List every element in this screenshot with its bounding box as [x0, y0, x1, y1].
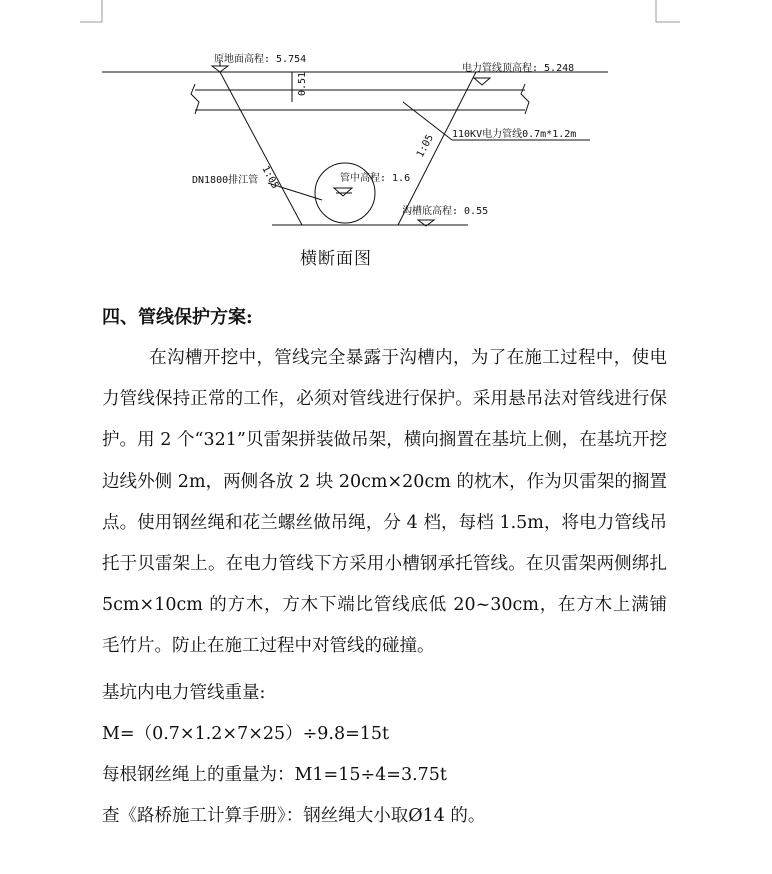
- figure-caption: 横断面图: [300, 249, 372, 269]
- pipe-top-elevation-label: 电力管线顶高程: 5.248: [462, 63, 575, 74]
- body-line-rope-size: 查《路桥施工计算手册》：钢丝绳大小取Ø14 的。: [102, 806, 486, 826]
- drain-pipe-label: DN1800排江管: [192, 175, 259, 186]
- body-paragraph: 在沟槽开挖中，管线完全暴露于沟槽内，为了在施工过程中，使电力管线保持正常的工作，必须对管线进行保护。采用悬吊法对管线进行保护。用 2 个“321”贝雷架拼装做吊架，横向搁置在基坑上侧，在基坑开挖边线外侧 2m，两侧各放 2 块 20cm×20cm 的枕木，作为贝雷架的搁置点。使用钢丝绳和花兰螺丝做吊绳，分 4 档，每档 1.5m，将电力管线吊托于贝雷架上。在电力管线下方采用小槽钢承托管线。在贝雷架两侧绑扎 5cm×10cm 的方木，方木下端比管线底低 20~30cm，在方木上满铺毛竹片。防止在施工过程中对管线的碰撞。: [102, 348, 667, 657]
- trench-bottom-elevation-label: 沟槽底高程: 0.55: [402, 206, 489, 217]
- body-line-weight-title: 基坑内电力管线重量:: [102, 683, 266, 703]
- body-line-rope-load: 每根钢丝绳上的重量为：M1=15÷4=3.75t: [102, 765, 447, 785]
- ground-elevation-label: 原地面高程: 5.754: [214, 54, 307, 65]
- pipe-center-elevation-label: 管中高程: 1.6: [340, 173, 411, 184]
- cross-section-drawing: [0, 0, 772, 290]
- slope-right-label: 1:05: [414, 132, 436, 160]
- section-heading: 四、管线保护方案:: [102, 307, 253, 328]
- cable-spec-label: 110KV电力管线0.7m*1.2m: [452, 129, 577, 140]
- dimension-label: 0.51: [297, 71, 308, 96]
- body-line-weight-formula: M=（0.7×1.2×7×25）÷9.8=15t: [102, 724, 390, 744]
- slope-left-label: 1:05: [259, 164, 281, 191]
